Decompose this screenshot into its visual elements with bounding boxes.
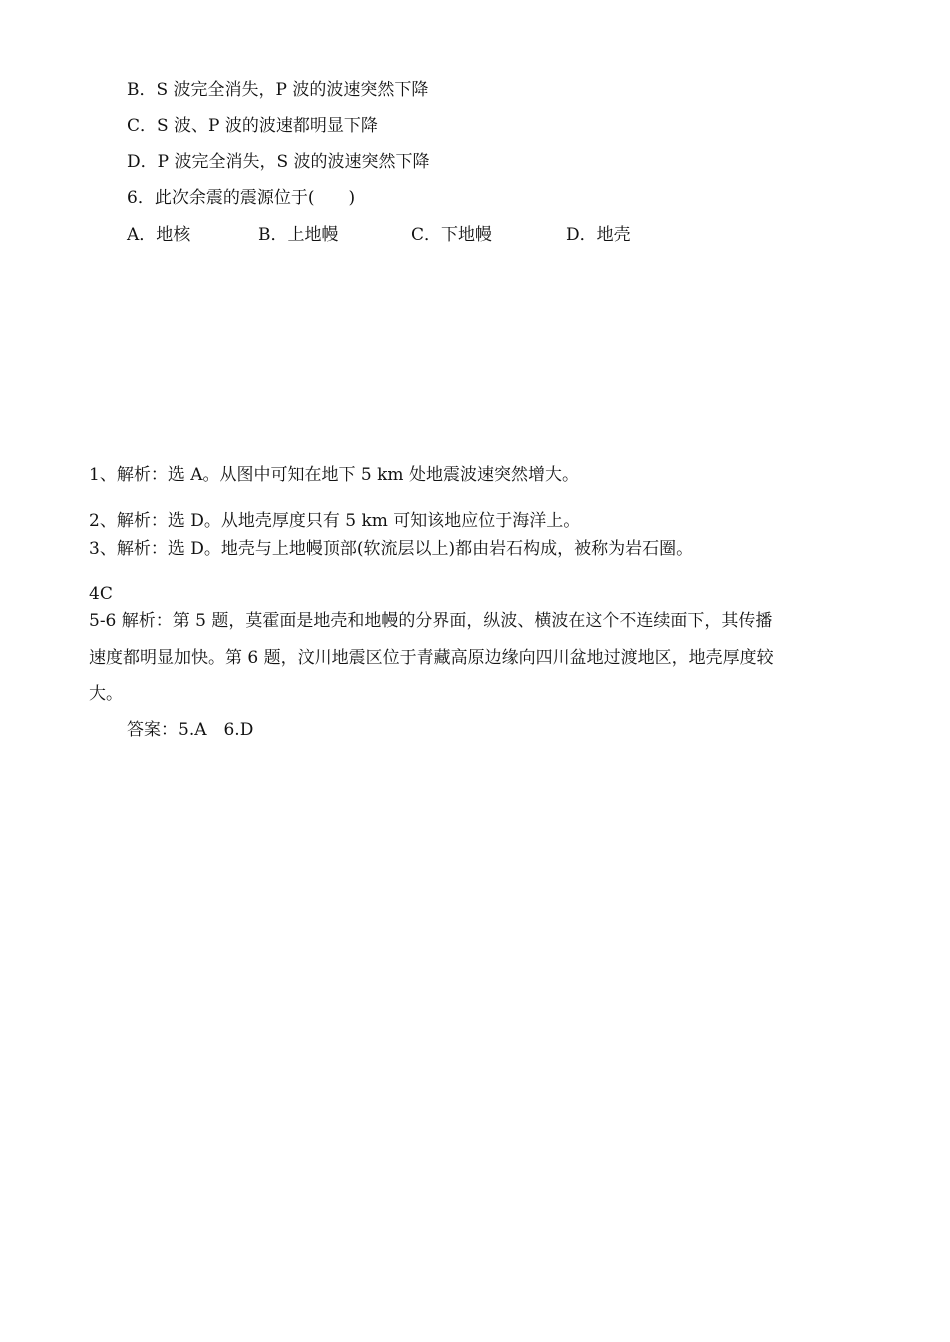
q6-option-b: B．上地幔: [258, 225, 339, 245]
answer-3: 3、解析：选 D。地壳与上地幔顶部(软流层以上)都由岩石构成，被称为岩石圈。: [89, 539, 694, 559]
q6-option-d: D．地壳: [566, 225, 631, 245]
q5-option-b: B．S 波完全消失，P 波的波速突然下降: [127, 80, 429, 100]
answer-5-6-line3: 大。: [89, 684, 123, 704]
answer-4: 4C: [89, 584, 113, 604]
q5-option-c: C．S 波、P 波的波速都明显下降: [127, 116, 378, 136]
answer-5-6-line1: 5-6 解析：第 5 题，莫霍面是地壳和地幔的分界面，纵波、横波在这个不连续面下，其传播: [89, 611, 773, 631]
answer-2: 2、解析：选 D。从地壳厚度只有 5 km 可知该地应位于海洋上。: [89, 511, 581, 531]
q6-stem: 6．此次余震的震源位于( ): [127, 188, 356, 208]
q6-option-a: A．地核: [127, 225, 191, 245]
q5-option-d: D．P 波完全消失，S 波的波速突然下降: [127, 152, 430, 172]
q6-option-c: C．下地幔: [411, 225, 493, 245]
final-answer: 答案：5.A 6.D: [127, 720, 254, 740]
answer-1: 1、解析：选 A。从图中可知在地下 5 km 处地震波速突然增大。: [89, 465, 579, 485]
answer-5-6-line2: 速度都明显加快。第 6 题，汶川地震区位于青藏高原边缘向四川盆地过渡地区，地壳厚度较: [89, 648, 774, 668]
